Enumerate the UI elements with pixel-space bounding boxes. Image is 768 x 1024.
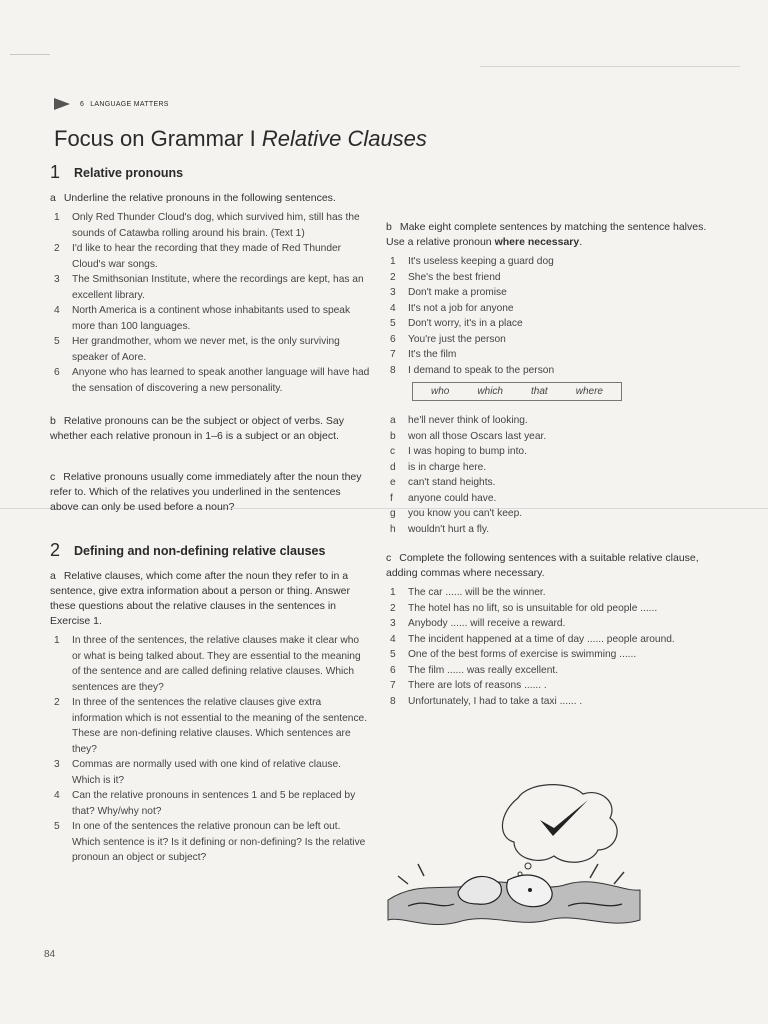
scan-mark — [10, 54, 50, 55]
title-main: Focus on Grammar I — [54, 126, 256, 151]
list-item: c I was hoping to bump into. — [390, 446, 527, 457]
list-item: 3 Don't make a promise — [390, 287, 507, 298]
page-title — [54, 126, 427, 152]
list-item: 2 She's the best friend — [390, 271, 501, 283]
exercise-1a-list — [50, 210, 370, 396]
section2-number: 2 — [50, 540, 61, 560]
section1-number: 1 — [50, 162, 61, 182]
list-item: 4 North America is a continent whose inhabitants used to speak more than 100 languages. — [54, 305, 351, 332]
list-item: 5 Don't worry, it's in a place — [390, 318, 523, 329]
swimmer-cartoon-icon — [378, 780, 648, 940]
list-item: 5 One of the best forms of exercise is swimming ...... — [390, 649, 637, 660]
list-item: d is in charge here. — [390, 461, 487, 473]
list-item: 6 Anyone who has learned to speak another language will have had the sensation of discovering a new personality. — [54, 367, 370, 394]
list-item: 8 I demand to speak to the person — [390, 364, 555, 376]
exercise-2a-instruction: a Relative clauses, which come after the noun they refer to in a sentence, give extra information about a person or thing. Answer these questions about the relative clauses in the sentences in Exercise 1. — [50, 570, 351, 627]
header-section-number: 6 — [80, 100, 85, 108]
exercise-2a-list — [50, 633, 370, 866]
list-item: 1 In three of the sentences, the relative clauses make it clear who or what is being talked about. They are essential to the meaning of the sentence and are called defining relative clauses. Which sentences are they? — [54, 635, 361, 693]
scan-mark — [480, 66, 740, 67]
list-item: 5 In one of the sentences the relative pronoun can be left out. Which sentence is it? Is it defining or non-defining? Is the relative pronoun an object or subject? — [54, 821, 366, 863]
list-item: 4 The incident happened at a time of day ...... people around. — [390, 633, 675, 645]
exercise-1a-instruction: a Underline the relative pronouns in the following sentences. — [50, 192, 336, 204]
list-item: h wouldn't hurt a fly. — [390, 523, 490, 535]
list-item: 8 Unfortunately, I had to take a taxi ...... . — [390, 695, 583, 707]
box-word: who — [431, 386, 450, 397]
list-item: 6 The film ...... was really excellent. — [390, 664, 559, 676]
list-item: 4 Can the relative pronouns in sentences 1 and 5 be replaced by that? Why/why not? — [54, 790, 356, 817]
swimmer-cartoon-illustration — [378, 780, 648, 945]
list-item: 3 Commas are normally used with one kind of relative clause. Which is it? — [54, 759, 341, 786]
page-number: 84 — [44, 949, 56, 960]
left-column — [50, 163, 370, 880]
list-item: 2 I'd like to hear the recording that they made of Red Thunder Cloud's war songs. — [54, 243, 342, 270]
exercise-1c-completion-instruction: c Complete the following sentences with a suitable relative clause, adding commas where necessary. — [386, 552, 699, 579]
completion-list — [386, 585, 716, 709]
section1-title: Relative pronouns — [74, 166, 184, 180]
header-section-name: LANGUAGE MATTERS — [90, 100, 169, 108]
triangle-marker-icon — [54, 98, 70, 110]
list-item: 2 In three of the sentences the relative clauses give extra information which is not essential to the meaning of the sentence. These are non-defining relative clauses. Which sentences are they? — [54, 697, 368, 755]
list-item: g you know you can't keep. — [390, 508, 523, 519]
list-item: 3 Anybody ...... will receive a reward. — [390, 618, 566, 629]
exercise-1b-instruction: b Relative pronouns can be the subject or object of verbs. Say whether each relative pronoun in 1–6 is a subject or an object. — [50, 415, 345, 442]
box-word: which — [477, 386, 503, 397]
list-item: 1 The car ...... will be the winner. — [390, 587, 546, 598]
list-item: 7 There are lots of reasons ...... . — [390, 680, 547, 691]
list-item: f anyone could have. — [390, 492, 497, 504]
pronoun-word-box — [412, 382, 622, 401]
section2-heading — [50, 541, 370, 559]
list-item: 2 The hotel has no lift, so is unsuitable for old people ...... — [390, 602, 658, 614]
list-item: 3 The Smithsonian Institute, where the recordings are kept, has an excellent library. — [54, 274, 364, 301]
list-item: 5 Her grandmother, whom we never met, is the only surviving speaker of Aore. — [54, 336, 340, 363]
box-word: where — [575, 386, 603, 397]
list-item: b won all those Oscars last year. — [390, 430, 547, 442]
box-word: that — [531, 386, 548, 397]
list-item: a he'll never think of looking. — [390, 415, 528, 426]
list-item: 4 It's not a job for anyone — [390, 302, 514, 314]
sentence-starts-list — [386, 254, 716, 378]
exercise-1b-matching-instruction: b Make eight complete sentences by matching the sentence halves. Use a relative pronoun where necessary. — [386, 221, 707, 248]
list-item: e can't stand heights. — [390, 477, 496, 488]
title-italic: Relative Clauses — [261, 126, 427, 151]
section1-heading — [50, 163, 370, 181]
exercise-1c-instruction: c Relative pronouns usually come immediately after the noun they refer to. Which of the relatives you underlined in the sentences above can only be used before a noun? — [50, 471, 362, 513]
list-item: 1 It's useless keeping a guard dog — [390, 256, 554, 267]
page-header — [54, 98, 169, 110]
sentence-endings-list — [386, 413, 716, 537]
list-item: 7 It's the film — [390, 349, 457, 360]
list-item: 6 You're just the person — [390, 333, 506, 345]
section2-title: Defining and non-defining relative clauses — [74, 544, 326, 558]
list-item: 1 Only Red Thunder Cloud's dog, which survived him, still has the sounds of Catawba rolling around his brain. (Text 1) — [54, 212, 360, 239]
right-column — [386, 220, 716, 723]
